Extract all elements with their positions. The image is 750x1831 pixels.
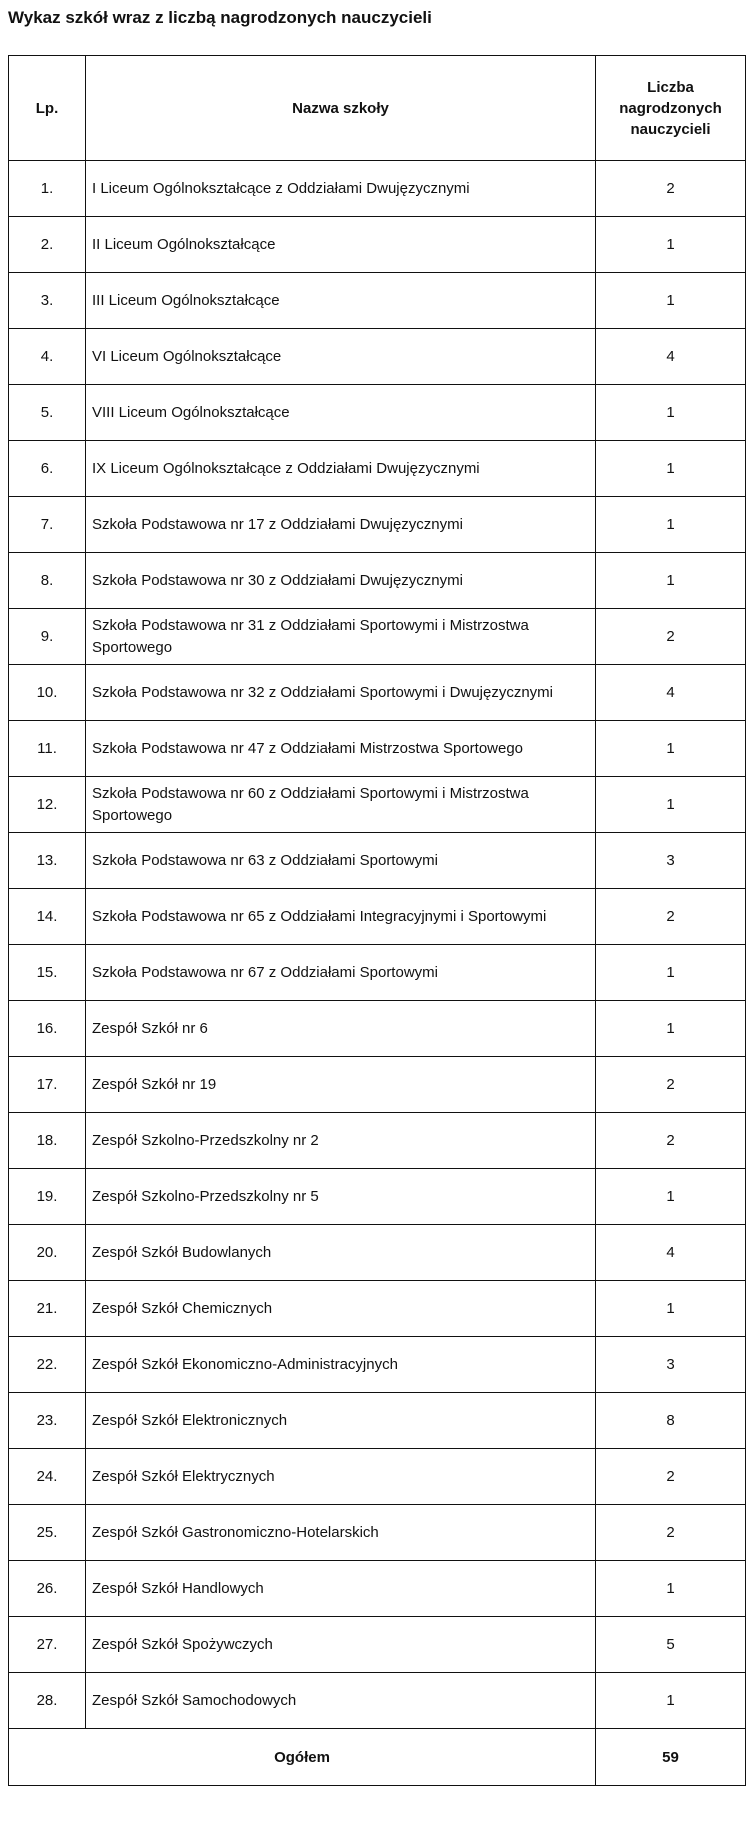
table-row [9, 1281, 746, 1337]
row-number: 24. [9, 1449, 86, 1505]
teacher-count: 1 [596, 1001, 746, 1057]
school-name: Zespół Szkół Spożywczych [86, 1617, 596, 1673]
total-label: Ogółem [9, 1729, 596, 1786]
row-number: 16. [9, 1001, 86, 1057]
table-row [9, 833, 746, 889]
school-name: Szkoła Podstawowa nr 63 z Oddziałami Sportowymi [86, 833, 596, 889]
schools-table [8, 55, 746, 1786]
teacher-count: 1 [596, 553, 746, 609]
table-row [9, 1393, 746, 1449]
school-name: Szkoła Podstawowa nr 65 z Oddziałami Integracyjnymi i Sportowymi [86, 889, 596, 945]
school-name: Zespół Szkół Elektronicznych [86, 1393, 596, 1449]
row-number: 21. [9, 1281, 86, 1337]
table-row [9, 665, 746, 721]
school-name: Szkoła Podstawowa nr 32 z Oddziałami Sportowymi i Dwujęzycznymi [86, 665, 596, 721]
table-row [9, 1001, 746, 1057]
table-row [9, 273, 746, 329]
table-row [9, 609, 746, 665]
teacher-count: 1 [596, 777, 746, 833]
teacher-count: 2 [596, 161, 746, 217]
total-row [9, 1729, 746, 1786]
row-number: 17. [9, 1057, 86, 1113]
teacher-count: 1 [596, 441, 746, 497]
school-name: Szkoła Podstawowa nr 47 z Oddziałami Mistrzostwa Sportowego [86, 721, 596, 777]
row-number: 5. [9, 385, 86, 441]
header-count-line: nauczycieli [630, 120, 711, 138]
table-row [9, 889, 746, 945]
table-row [9, 1225, 746, 1281]
row-number: 3. [9, 273, 86, 329]
table-row [9, 385, 746, 441]
table-row [9, 777, 746, 833]
row-number: 19. [9, 1169, 86, 1225]
table-footer [9, 1729, 746, 1786]
school-name: I Liceum Ogólnokształcące z Oddziałami Dwujęzycznymi [86, 161, 596, 217]
teacher-count: 1 [596, 1561, 746, 1617]
school-name: Zespół Szkół Budowlanych [86, 1225, 596, 1281]
row-number: 11. [9, 721, 86, 777]
row-number: 1. [9, 161, 86, 217]
school-name: Zespół Szkół Handlowych [86, 1561, 596, 1617]
row-number: 8. [9, 553, 86, 609]
row-number: 23. [9, 1393, 86, 1449]
school-name: VIII Liceum Ogólnokształcące [86, 385, 596, 441]
table-row [9, 1337, 746, 1393]
table-row [9, 1449, 746, 1505]
school-name: Zespół Szkół nr 19 [86, 1057, 596, 1113]
teacher-count: 5 [596, 1617, 746, 1673]
teacher-count: 1 [596, 1281, 746, 1337]
row-number: 27. [9, 1617, 86, 1673]
table-row [9, 721, 746, 777]
school-name: IX Liceum Ogólnokształcące z Oddziałami Dwujęzycznymi [86, 441, 596, 497]
table-row [9, 217, 746, 273]
school-name: Zespół Szkół Ekonomiczno-Administracyjnych [86, 1337, 596, 1393]
teacher-count: 1 [596, 273, 746, 329]
header-teacher-count [596, 56, 746, 161]
row-number: 20. [9, 1225, 86, 1281]
header-count-line: nagrodzonych [619, 99, 722, 117]
row-number: 18. [9, 1113, 86, 1169]
school-name: Szkoła Podstawowa nr 31 z Oddziałami Sportowymi i Mistrzostwa Sportowego [86, 609, 596, 665]
row-number: 15. [9, 945, 86, 1001]
teacher-count: 2 [596, 1449, 746, 1505]
school-name: Szkoła Podstawowa nr 60 z Oddziałami Sportowymi i Mistrzostwa Sportowego [86, 777, 596, 833]
table-body [9, 161, 746, 1729]
table-row [9, 1561, 746, 1617]
school-name: Szkoła Podstawowa nr 67 z Oddziałami Sportowymi [86, 945, 596, 1001]
teacher-count: 3 [596, 1337, 746, 1393]
table-row [9, 553, 746, 609]
header-lp: Lp. [9, 56, 86, 161]
school-name: VI Liceum Ogólnokształcące [86, 329, 596, 385]
document-title: Wykaz szkół wraz z liczbą nagrodzonych nauczycieli [8, 8, 432, 27]
teacher-count: 3 [596, 833, 746, 889]
table-row [9, 945, 746, 1001]
row-number: 10. [9, 665, 86, 721]
total-value: 59 [596, 1729, 746, 1786]
teacher-count: 2 [596, 1057, 746, 1113]
table-row [9, 1505, 746, 1561]
row-number: 9. [9, 609, 86, 665]
table-row [9, 497, 746, 553]
school-name: Szkoła Podstawowa nr 17 z Oddziałami Dwujęzycznymi [86, 497, 596, 553]
teacher-count: 2 [596, 1113, 746, 1169]
school-name: Zespół Szkół Samochodowych [86, 1673, 596, 1729]
header-count-line: Liczba [647, 78, 694, 96]
teacher-count: 1 [596, 1169, 746, 1225]
school-name: Zespół Szkół Chemicznych [86, 1281, 596, 1337]
teacher-count: 2 [596, 609, 746, 665]
teacher-count: 1 [596, 385, 746, 441]
row-number: 25. [9, 1505, 86, 1561]
row-number: 2. [9, 217, 86, 273]
table-row [9, 1113, 746, 1169]
teacher-count: 2 [596, 1505, 746, 1561]
teacher-count: 4 [596, 1225, 746, 1281]
teacher-count: 1 [596, 217, 746, 273]
row-number: 14. [9, 889, 86, 945]
table-row [9, 1617, 746, 1673]
teacher-count: 4 [596, 665, 746, 721]
school-name: Zespół Szkół Elektrycznych [86, 1449, 596, 1505]
table-row [9, 441, 746, 497]
row-number: 6. [9, 441, 86, 497]
header-school-name: Nazwa szkoły [86, 56, 596, 161]
school-name: Zespół Szkół Gastronomiczno-Hotelarskich [86, 1505, 596, 1561]
table-row [9, 1169, 746, 1225]
teacher-count: 8 [596, 1393, 746, 1449]
teacher-count: 1 [596, 721, 746, 777]
table-header [9, 56, 746, 161]
school-name: II Liceum Ogólnokształcące [86, 217, 596, 273]
row-number: 12. [9, 777, 86, 833]
teacher-count: 1 [596, 497, 746, 553]
teacher-count: 4 [596, 329, 746, 385]
table-row [9, 329, 746, 385]
row-number: 28. [9, 1673, 86, 1729]
teacher-count: 1 [596, 1673, 746, 1729]
row-number: 7. [9, 497, 86, 553]
row-number: 13. [9, 833, 86, 889]
teacher-count: 1 [596, 945, 746, 1001]
school-name: Szkoła Podstawowa nr 30 z Oddziałami Dwujęzycznymi [86, 553, 596, 609]
row-number: 26. [9, 1561, 86, 1617]
row-number: 4. [9, 329, 86, 385]
school-name: Zespół Szkolno-Przedszkolny nr 2 [86, 1113, 596, 1169]
table-row [9, 1057, 746, 1113]
header-row [9, 56, 746, 161]
school-name: Zespół Szkolno-Przedszkolny nr 5 [86, 1169, 596, 1225]
school-name: Zespół Szkół nr 6 [86, 1001, 596, 1057]
teacher-count: 2 [596, 889, 746, 945]
table-row [9, 1673, 746, 1729]
school-name: III Liceum Ogólnokształcące [86, 273, 596, 329]
table-row [9, 161, 746, 217]
row-number: 22. [9, 1337, 86, 1393]
